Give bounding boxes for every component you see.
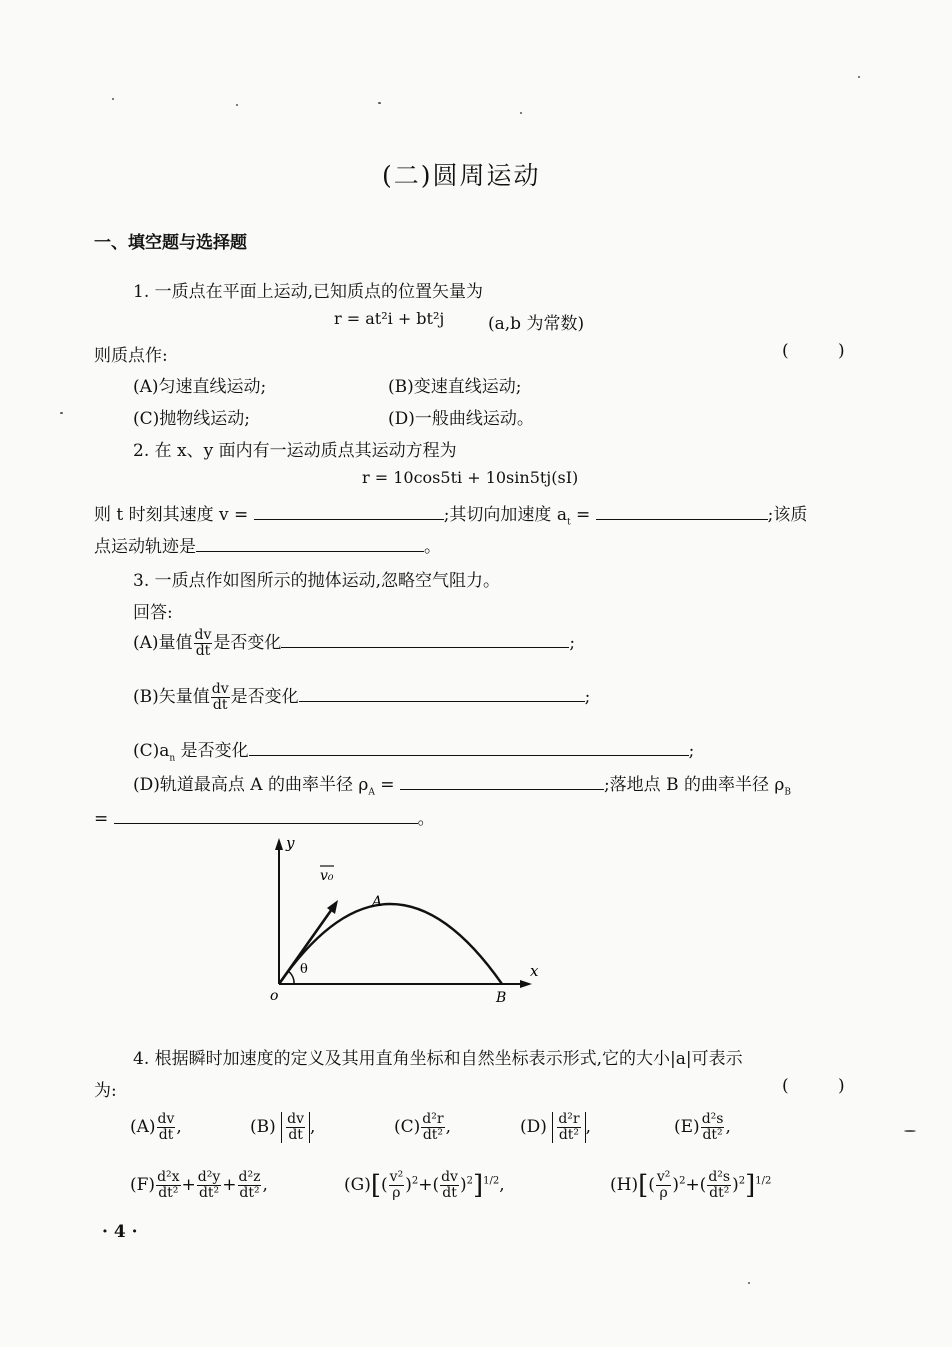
q4-option-e[interactable]	[674, 1112, 731, 1143]
q4-b-num: dv	[287, 1111, 305, 1127]
q2-end: 。	[424, 537, 441, 557]
q4-stem2: 为:	[94, 1081, 117, 1101]
q4-g-label: (G)	[344, 1175, 371, 1195]
q3-a-tail: 是否变化	[213, 633, 282, 653]
q4-stem: 4. 根据瞬时加速度的定义及其用直角坐标和自然坐标表示形式,它的大小|a|可表示	[133, 1049, 743, 1069]
theta-label: θ	[300, 962, 308, 977]
q4-b-den: dt	[288, 1127, 303, 1143]
q4-b-comma: ,	[310, 1117, 316, 1137]
q4-b-label: (B)	[250, 1117, 276, 1137]
q4-f-label: (F)	[130, 1175, 156, 1195]
q3-d-radius-b-blank[interactable]	[114, 806, 418, 824]
q4-f-num3: d²z	[238, 1169, 261, 1185]
q3-c-semicolon: ;	[688, 741, 695, 761]
page-number: · 4 ·	[102, 1222, 138, 1242]
q3-d-period: 。	[417, 809, 435, 829]
q4-e-label: (E)	[674, 1117, 700, 1137]
q4-g-den1: ρ	[392, 1185, 401, 1201]
q4-h-num1: v²	[656, 1169, 671, 1185]
q2-part3: ;该质	[767, 505, 808, 525]
q1-option-c[interactable]: (C)抛物线运动;	[133, 409, 250, 429]
q2-part1: 则 t 时刻其速度 v =	[94, 505, 249, 525]
x-axis-arrow	[520, 980, 532, 988]
q3-stem: 3. 一质点作如图所示的抛体运动,忽略空气阻力。	[133, 571, 501, 591]
q4-h-den2: dt²	[709, 1185, 730, 1201]
point-b-label: B	[496, 990, 507, 1006]
q3-a-den: dt	[195, 643, 211, 659]
q4-a-label: (A)	[130, 1117, 156, 1137]
q1-option-a[interactable]: (A)匀速直线运动;	[133, 377, 267, 397]
q3-a-semicolon: ;	[569, 633, 576, 653]
y-axis-label: y	[286, 834, 295, 852]
x-axis-label: x	[530, 962, 539, 980]
q4-f-comma: ,	[262, 1175, 268, 1195]
q4-c-den: dt²	[422, 1127, 444, 1143]
q3-d-sub: A	[368, 787, 375, 798]
q4-e-num: d²s	[701, 1111, 724, 1127]
q4-g-den2: dt	[442, 1185, 457, 1201]
origin-label: o	[270, 988, 279, 1004]
q2-tangential-accel-blank[interactable]	[596, 502, 768, 520]
q3-b-blank[interactable]	[299, 684, 585, 702]
q2-formula: r = 10cos5ti + 10sin5tj(sI)	[362, 468, 579, 487]
q4-g-num2: dv	[441, 1169, 458, 1185]
q4-f-den1: dt²	[158, 1185, 179, 1201]
q4-option-g[interactable]: (G)[( $\frac{\text{v²}}{\rho}$ )$^2$+( $\frac{dv}{dt}$ )$^2$]$^{1/2}$,	[344, 1169, 505, 1201]
q3-d-text2: ;落地点 B 的曲率半径 ρ	[603, 775, 785, 795]
q4-e-comma: ,	[725, 1117, 731, 1137]
q2-part2-eq: =	[576, 505, 591, 525]
q3-b-semicolon: ;	[584, 687, 591, 707]
q4-option-d[interactable]	[520, 1112, 591, 1143]
page-title: (二)圆周运动	[382, 161, 541, 190]
q4-option-a[interactable]	[130, 1112, 182, 1143]
q4-h-exp: 1/2	[755, 1175, 772, 1187]
q3-a-num: dv	[194, 627, 212, 643]
q1-note: (a,b 为常数)	[488, 314, 585, 334]
q4-h-num2: d²s	[708, 1169, 731, 1185]
q4-d-den: dt²	[558, 1127, 580, 1143]
q2-part4: 点运动轨迹是	[94, 537, 196, 557]
y-axis-arrow	[275, 838, 283, 850]
q4-d-label: (D)	[520, 1117, 547, 1137]
q3-b-label: (B)矢量值	[133, 687, 210, 707]
q2-velocity-blank[interactable]	[254, 502, 444, 520]
q3-d-text: (D)轨道最高点 A 的曲率半径 ρ	[133, 775, 369, 795]
q3-c-blank[interactable]	[249, 738, 689, 756]
q4-d-num: d²r	[558, 1111, 580, 1127]
q4-a-den: dt	[158, 1127, 174, 1143]
v0-label: v₀	[320, 868, 334, 884]
q4-answer-paren[interactable]: ( )	[782, 1076, 867, 1096]
q4-c-num: d²r	[422, 1111, 444, 1127]
q3-b-tail: 是否变化	[230, 687, 299, 707]
q4-f-den3: dt²	[239, 1185, 260, 1201]
q4-option-h[interactable]: (H)[( $\frac{\text{v²}}{\rho}$ )$^2$+( $\frac{\text{d²s}}{\text{dt²}}$ )$^2$]$^{1/2}$	[610, 1169, 772, 1201]
q4-f-num1: d²x	[157, 1169, 180, 1185]
theta-arc	[288, 971, 294, 984]
q1-lead: 则质点作:	[94, 346, 168, 366]
q3-b-den: dt	[212, 697, 228, 713]
q1-option-b[interactable]: (B)变速直线运动;	[388, 377, 522, 397]
q2-part2-sub: t	[566, 517, 571, 528]
point-a-label: A	[372, 894, 383, 910]
q2-part2: ;其切向加速度 a	[443, 505, 567, 525]
q4-f-num2: d²y	[197, 1169, 221, 1185]
q3-d-eq: =	[380, 775, 395, 795]
q2-trajectory-blank[interactable]	[196, 534, 424, 552]
q4-g-exp: 1/2	[483, 1175, 500, 1187]
q4-option-b[interactable]	[250, 1112, 315, 1143]
q3-b-num: dv	[211, 681, 229, 697]
q1-answer-paren[interactable]: ( )	[782, 341, 867, 361]
projectile-figure	[262, 834, 552, 1014]
q3-d-radius-a-blank[interactable]	[400, 772, 604, 790]
q3-answer-lead: 回答:	[133, 603, 173, 623]
q4-d-comma: ,	[585, 1117, 591, 1137]
q3-c-tail: 是否变化	[180, 741, 249, 761]
q4-g-num1: v²	[389, 1169, 404, 1185]
section-heading: 一、填空题与选择题	[94, 233, 247, 253]
q4-a-comma: ,	[176, 1117, 182, 1137]
q3-a-fraction	[194, 628, 213, 659]
q4-e-den: dt²	[702, 1127, 723, 1143]
q3-c-sub: n	[169, 753, 176, 764]
q3-c-label: (C)a	[133, 741, 170, 761]
q3-d-eq2: =	[94, 809, 109, 829]
q4-h-den1: ρ	[659, 1185, 668, 1201]
q3-a-label: (A)量值	[133, 633, 193, 653]
q4-h-label: (H)	[610, 1175, 639, 1195]
q4-c-label: (C)	[394, 1117, 421, 1137]
q3-d-sub2: B	[784, 787, 792, 798]
q3-a-blank[interactable]	[281, 630, 569, 648]
q1-formula: r = at²i + bt²j	[334, 309, 445, 328]
q3-b-fraction	[211, 682, 230, 713]
q4-option-c[interactable]	[394, 1112, 451, 1143]
trajectory-curve	[279, 904, 502, 984]
q1-stem: 1. 一质点在平面上运动,已知质点的位置矢量为	[133, 282, 484, 302]
q4-f-den2: dt²	[198, 1185, 220, 1201]
q4-option-f[interactable]: (F) $\frac{\text{d²x}}{\text{dt²}}$ + $\frac{\text{d²y}}{\text{dt²}}$ + $\frac{\text{d²z}}{\text{dt²}}$ ,	[130, 1169, 268, 1201]
q2-stem: 2. 在 x、y 面内有一运动质点其运动方程为	[133, 441, 457, 461]
q1-option-d[interactable]: (D)一般曲线运动。	[388, 409, 534, 429]
q4-g-comma: ,	[499, 1175, 505, 1195]
q4-a-num: dv	[157, 1111, 175, 1127]
q4-c-comma: ,	[445, 1117, 451, 1137]
